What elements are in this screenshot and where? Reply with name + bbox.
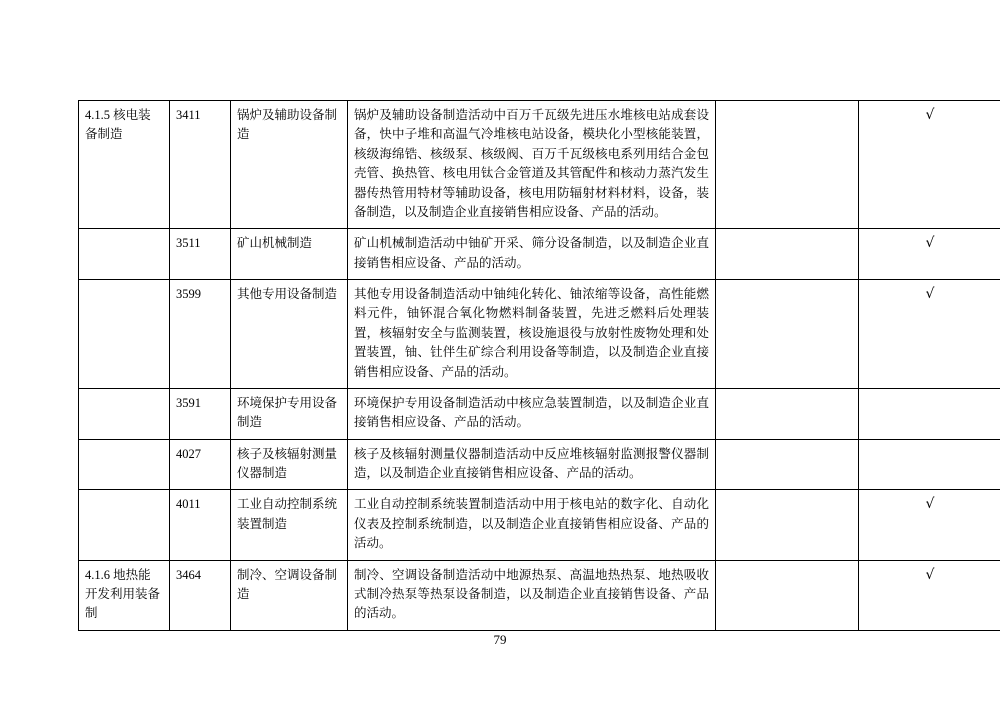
category-cell xyxy=(79,439,170,490)
name-cell: 制冷、空调设备制造 xyxy=(231,560,348,630)
mark-cell xyxy=(859,439,1000,490)
check-icon: √ xyxy=(925,566,935,583)
blank-cell xyxy=(716,439,859,490)
table-body xyxy=(79,101,1000,631)
table-row xyxy=(79,439,1000,490)
name-cell: 工业自动控制系统装置制造 xyxy=(231,490,348,560)
code-cell: 3591 xyxy=(170,388,231,439)
check-icon: √ xyxy=(925,107,935,123)
category-cell xyxy=(79,280,170,389)
table-row xyxy=(79,560,1000,630)
name-cell: 锅炉及辅助设备制造 xyxy=(231,101,348,229)
category-cell xyxy=(79,229,170,280)
name-cell: 矿山机械制造 xyxy=(231,229,348,280)
blank-cell xyxy=(716,560,859,630)
description-cell: 核子及核辐射测量仪器制造活动中反应堆核辐射监测报警仪器制造，以及制造企业直接销售相应设备、产品的活动。 xyxy=(348,439,716,490)
code-cell: 3464 xyxy=(170,560,231,630)
table-row xyxy=(79,101,1000,229)
mark-cell xyxy=(859,560,1000,630)
blank-cell xyxy=(716,101,859,229)
mark-cell xyxy=(859,229,1000,280)
table-row xyxy=(79,229,1000,280)
mark-cell xyxy=(859,490,1000,560)
code-cell: 3599 xyxy=(170,280,231,389)
check-icon: √ xyxy=(925,235,935,252)
blank-cell xyxy=(716,229,859,280)
name-cell: 其他专用设备制造 xyxy=(231,280,348,389)
table-row xyxy=(79,280,1000,389)
mark-cell xyxy=(859,280,1000,389)
blank-cell xyxy=(716,388,859,439)
name-cell: 核子及核辐射测量仪器制造 xyxy=(231,439,348,490)
description-cell: 矿山机械制造活动中铀矿开采、筛分设备制造，以及制造企业直接销售相应设备、产品的活动。 xyxy=(348,229,716,280)
mark-cell xyxy=(859,101,1000,229)
description-cell: 锅炉及辅助设备制造活动中百万千瓦级先进压水堆核电站成套设备，快中子堆和高温气冷堆核电站设备，模块化小型核能装置，核级海绵锆、核级泵、核级阀、百万千瓦级核电系列用结合金包壳管、换热管、核电用钛合金管道及其管配件和核动力蒸汽发生器传热管用特材等辅助设备，核电用防辐射材料材料，设备，装备制造，以及制造企业直接销售相应设备、产品的活动。 xyxy=(348,101,716,229)
check-icon: √ xyxy=(925,286,935,302)
name-cell: 环境保护专用设备制造 xyxy=(231,388,348,439)
code-cell: 4027 xyxy=(170,439,231,490)
table-row xyxy=(79,490,1000,560)
category-cell: 4.1.6 地热能开发利用装备制 xyxy=(79,560,170,630)
category-cell xyxy=(79,388,170,439)
description-cell: 其他专用设备制造活动中铀纯化转化、铀浓缩等设备，高性能燃料元件，铀钚混合氧化物燃料制备装置，先进乏燃料后处理装置，核辐射安全与监测装置，核设施退役与放射性废物处理和处置装置，铀、钍伴生矿综合利用设备等制造，以及制造企业直接销售相应设备、产品的活动。 xyxy=(348,280,716,389)
industry-catalog-table xyxy=(78,100,1000,631)
description-cell: 工业自动控制系统装置制造活动中用于核电站的数字化、自动化仪表及控制系统制造，以及制造企业直接销售相应设备、产品的活动。 xyxy=(348,490,716,560)
mark-cell xyxy=(859,388,1000,439)
code-cell: 3511 xyxy=(170,229,231,280)
category-cell xyxy=(79,490,170,560)
category-cell: 4.1.5 核电装备制造 xyxy=(79,101,170,229)
table-row xyxy=(79,388,1000,439)
code-cell: 3411 xyxy=(170,101,231,229)
check-icon: √ xyxy=(925,496,935,513)
blank-cell xyxy=(716,490,859,560)
page-number: 79 xyxy=(493,632,507,647)
code-cell: 4011 xyxy=(170,490,231,560)
description-cell: 环境保护专用设备制造活动中核应急装置制造，以及制造企业直接销售相应设备、产品的活动。 xyxy=(348,388,716,439)
blank-cell xyxy=(716,280,859,389)
description-cell: 制冷、空调设备制造活动中地源热泵、高温地热热泵、地热吸收式制冷热泵等热泵设备制造，以及制造企业直接销售设备、产品的活动。 xyxy=(348,560,716,630)
